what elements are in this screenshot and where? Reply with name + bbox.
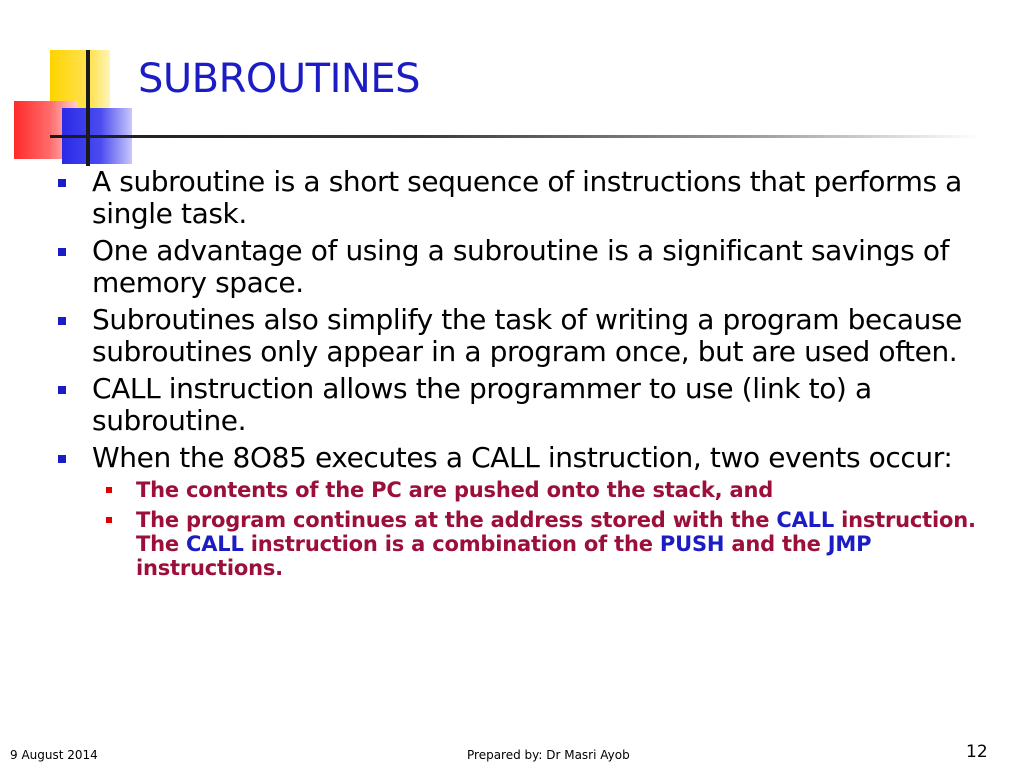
square-bullet-icon: [58, 317, 66, 325]
bullet-text: A subroutine is a short sequence of instructions that performs a single task.: [92, 165, 962, 230]
bullet-item: [56, 235, 976, 299]
bullet-text: One advantage of using a subroutine is a significant savings of memory space.: [92, 234, 950, 299]
square-bullet-icon: [58, 386, 66, 394]
decorative-vertical-line: [86, 50, 90, 166]
sub-bullet-list: [92, 478, 976, 580]
bullet-list: [56, 166, 976, 586]
bullet-item: [56, 442, 976, 580]
square-bullet-icon: [58, 179, 66, 187]
sub-bullet-text: The contents of the PC are pushed onto the stack, and: [136, 478, 774, 502]
sub-bullet-item: [92, 478, 976, 502]
bullet-item: [56, 166, 976, 230]
page-number: 12: [966, 742, 988, 762]
sub-bullet-text-segment: instruction. The: [136, 508, 976, 556]
sub-bullet-text-segment: and the: [724, 532, 828, 556]
bullet-item: [56, 304, 976, 368]
red-square-bullet-icon: [106, 517, 112, 523]
red-square-bullet-icon: [106, 487, 112, 493]
bullet-text: When the 8O85 executes a CALL instruction, two events occur:: [92, 441, 953, 474]
title-underline-rule: [50, 135, 980, 138]
footer-date: 9 August 2014: [10, 748, 98, 762]
slide-title: SUBROUTINES: [138, 56, 420, 102]
sub-bullet-text-segment: instructions.: [136, 556, 283, 580]
bullet-text: CALL instruction allows the programmer to use (link to) a subroutine.: [92, 372, 872, 437]
decorative-yellow-square: [50, 50, 110, 108]
sub-bullet-item: [92, 508, 976, 580]
sub-bullet-text-segment: instruction is a combination of the: [243, 532, 660, 556]
bullet-text: Subroutines also simplify the task of writing a program because subroutines only appear in a program once, but are used often.: [92, 303, 962, 368]
keyword-jmp: JMP: [827, 532, 872, 556]
keyword-call: CALL: [776, 508, 835, 532]
square-bullet-icon: [58, 248, 66, 256]
bullet-item: [56, 373, 976, 437]
keyword-call: CALL: [186, 532, 244, 556]
footer-author: Prepared by: Dr Masri Ayob: [467, 748, 630, 762]
square-bullet-icon: [58, 455, 66, 463]
sub-bullet-text-segment: The program continues at the address stored with the: [136, 508, 777, 532]
keyword-push: PUSH: [659, 532, 725, 556]
